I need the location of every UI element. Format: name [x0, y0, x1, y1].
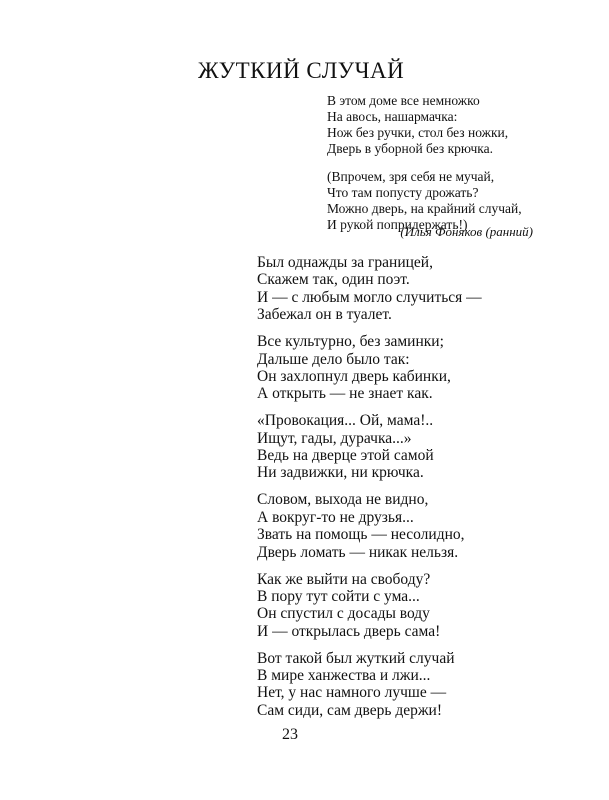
poem-line: И — с любым могло случиться —	[257, 288, 482, 306]
poem-line: И — открылась дверь сама!	[257, 622, 441, 640]
epigraph-line: (Впрочем, зря себя не мучай,	[327, 169, 495, 184]
poem-stanza	[257, 412, 482, 482]
poem-line: Дверь ломать — никак нельзя.	[257, 543, 459, 561]
poem-line: Был однажды за границей,	[257, 254, 433, 271]
poem-stanza	[257, 650, 482, 720]
poem-stanza	[257, 333, 482, 403]
poem-line: «Провокация... Ой, мама!..	[257, 412, 434, 430]
poem-line: В мире ханжества и лжи...	[257, 667, 431, 685]
epigraph-line: Можно дверь, на крайний случай,	[327, 201, 522, 216]
epigraph-line: На авось, нашармачка:	[327, 109, 458, 124]
poem-body	[257, 254, 482, 729]
poem-line: Вот такой был жуткий случай	[257, 649, 455, 667]
epigraph-line: В этом доме все немножко	[327, 93, 480, 108]
poem-line: Дальше дело было так:	[257, 350, 410, 368]
poem-line: Словом, выхода не видно,	[257, 491, 429, 509]
epigraph-line: И рукой попридержать!)	[327, 217, 468, 232]
page-number: 23	[282, 726, 298, 743]
epigraph-stanza	[327, 93, 522, 157]
poem-line: Ищут, гады, дурачка...»	[257, 429, 412, 447]
poem-stanza	[257, 254, 482, 324]
poem-line: В пору тут сойти с ума...	[257, 587, 420, 605]
poem-line: Сам сиди, сам дверь держи!	[257, 701, 443, 719]
poem-stanza	[257, 491, 482, 561]
epigraph-line: Что там попусту дрожать?	[327, 185, 479, 200]
poem-line: Нет, у нас намного лучше —	[257, 684, 447, 702]
poem-line: Все культурно, без заминки;	[257, 333, 444, 351]
poem-line: Он захлопнул дверь кабинки,	[257, 367, 451, 385]
poem-line: Скажем так, один поэт.	[257, 271, 410, 289]
poem-line: Забежал он в туалет.	[257, 306, 392, 324]
epigraph-line: Дверь в уборной без крючка.	[327, 141, 493, 156]
epigraph	[327, 93, 522, 245]
poem-line: Он спустил с досады воду	[257, 605, 430, 623]
poem-line: Ведь на дверце этой самой	[257, 447, 434, 465]
poem-line: Звать на помощь — несолидно,	[257, 526, 465, 544]
poem-title: ЖУТКИЙ СЛУЧАЙ	[198, 58, 405, 83]
poem-line: Как же выйти на свободу?	[257, 570, 431, 588]
epigraph-line: Нож без ручки, стол без ножки,	[327, 125, 509, 140]
epigraph-attribution: (Илья Фоняков (ранний)	[400, 224, 533, 239]
poem-line: А открыть — не знает как.	[257, 385, 433, 403]
poem-line: Ни задвижки, ни крючка.	[257, 464, 424, 482]
poem-stanza	[257, 571, 482, 641]
poem-line: А вокруг-то не друзья...	[257, 508, 414, 526]
